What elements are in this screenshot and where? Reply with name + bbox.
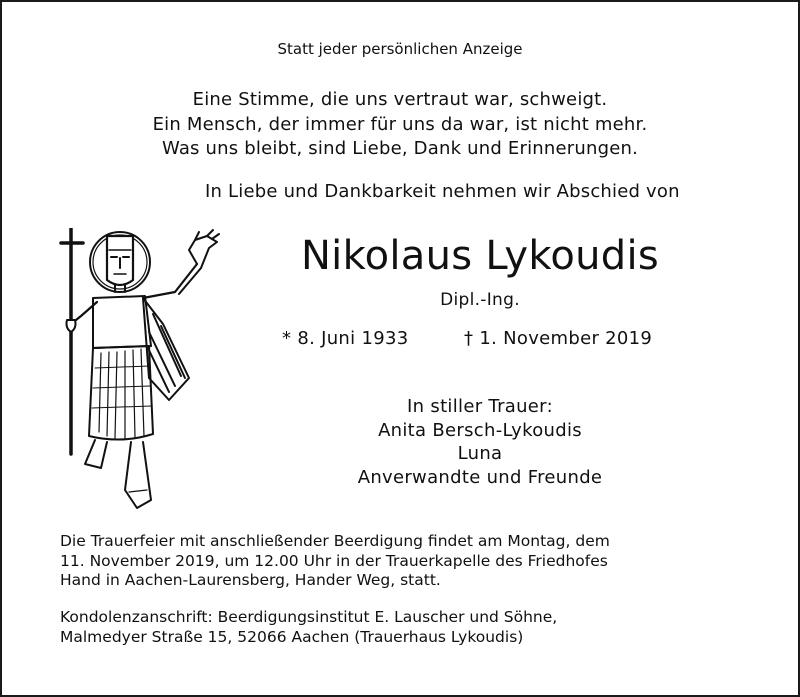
mourners-heading: In stiller Trauer: xyxy=(407,396,553,417)
condolence-line: Malmedyer Straße 15, 52066 Aachen (Trauerhaus Lykoudis) xyxy=(60,627,524,646)
mourner-name: Anita Bersch-Lykoudis xyxy=(378,419,582,441)
funeral-info xyxy=(60,532,610,591)
funeral-line: Die Trauerfeier mit anschließender Beerdigung findet am Montag, dem xyxy=(60,532,610,550)
funeral-line: 11. November 2019, um 12.00 Uhr in der Trauerkapelle des Friedhofes xyxy=(60,551,608,570)
poem-line: Eine Stimme, die uns vertraut war, schweigt. xyxy=(192,89,608,110)
deceased-title: Dipl.-Ing. xyxy=(440,290,520,310)
condolence-address xyxy=(60,608,557,647)
condolence-line: Kondolenzanschrift: Beerdigungsinstitut E. Lauscher und Söhne, xyxy=(60,608,558,626)
poem-line: Ein Mensch, der immer für uns da war, ist nicht mehr. xyxy=(152,113,648,135)
mourner-name: Luna xyxy=(457,443,503,465)
poem xyxy=(2,88,798,162)
farewell-intro: In Liebe und Dankbarkeit nehmen wir Abschied von xyxy=(205,181,680,202)
funeral-line: Hand in Aachen-Laurensberg, Hander Weg, statt. xyxy=(60,571,441,590)
mourners-list xyxy=(182,395,778,489)
notice-heading: Statt jeder persönlichen Anzeige xyxy=(277,40,523,58)
deceased-name: Nikolaus Lykoudis xyxy=(300,233,660,279)
death-date: † 1. November 2019 xyxy=(464,328,653,349)
poem-line: Was uns bleibt, sind Liebe, Dank und Erinnerungen. xyxy=(161,138,639,159)
birth-date: * 8. Juni 1933 xyxy=(282,328,409,349)
mourner-name: Anverwandte und Freunde xyxy=(357,466,603,488)
